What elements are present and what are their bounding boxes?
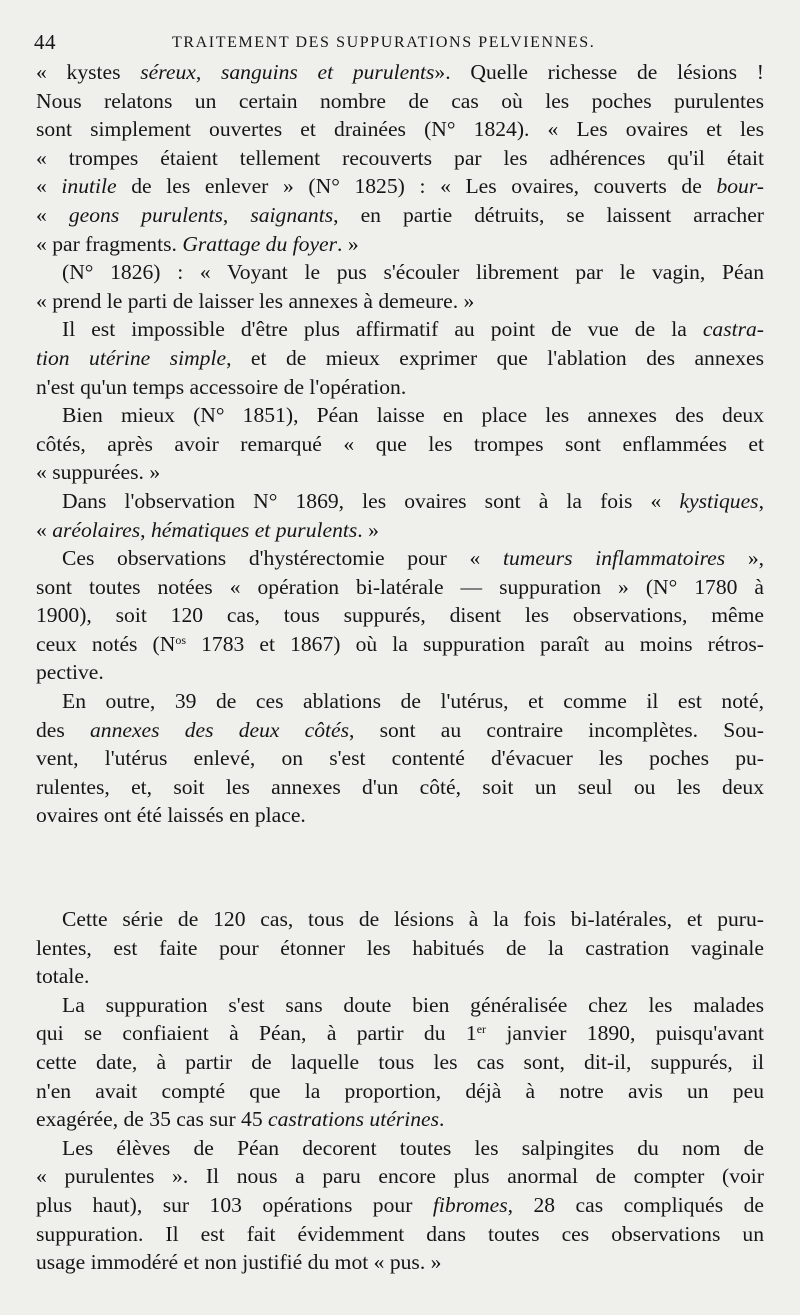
page-number: 44 [34,30,56,54]
text-run: janvier 1890, puisqu'avant [486,1021,764,1046]
text-run: Nous relatons un certain nombre de cas où les poches purulentes [36,88,764,113]
text-line [36,991,764,1020]
text-line [36,801,764,830]
text-run: sont toutes notées « opération bi-latérale — suppuration » (N° 1780 à [36,574,764,599]
text-run: , [222,202,251,227]
text-line [36,315,764,344]
text-line [36,115,764,144]
text-line [36,144,764,173]
text-run: 1900), soit 120 cas, tous suppurés, disent les observations, même [36,603,764,628]
text-run: Dans l'observation N° 1869, les ovaires sont à la fois « [62,488,680,513]
text-line [36,1048,764,1077]
text-run: Il est impossible d'être plus affirmatif au point de vue de la [62,317,703,342]
italic-phrase: kystiques [679,488,759,513]
italic-phrase: Grattage du foyer [182,231,338,256]
text-line [36,1162,764,1191]
text-line [36,687,764,716]
text-run: Cette série de 120 cas, tous de lésions à la fois bi-latérales, et puru- [62,907,764,931]
text-run: de les enlever » (N° 1825) : « Les ovaires, couverts de [116,174,717,199]
text-line [36,344,764,373]
text-run: « suppurées. » [36,460,161,485]
italic-phrase: castrations utérines [268,1107,439,1132]
text-run: (N° 1826) : « Voyant le pus s'écouler librement par le vagin, Péan [62,260,764,285]
text-run: exagérée, de 35 cas sur 45 [36,1107,269,1132]
text-run: cette date, à partir de laquelle tous les cas sont, dit-il, suppurés, il [36,1049,764,1074]
italic-phrase: hématiques et purulents [150,517,358,542]
italic-phrase: bour- [716,174,764,199]
text-run: . » [337,231,359,256]
text-line [36,1105,764,1134]
text-run: qui se confiaient à Péan, à partir du 1 [36,1021,477,1046]
text-run: des [36,717,90,742]
text-run: . » [357,517,379,542]
text-run: lentes, est faite pour étonner les habitués de la castration vaginale [36,935,764,960]
text-run: Bien mieux (N° 1851), Péan laisse en place les annexes des deux [62,403,764,428]
text-line [36,744,764,773]
text-run: « prend le parti de laisser les annexes à demeure. » [36,288,475,313]
text-run: usage immodéré et non justifié du mot « pus. » [36,1250,442,1275]
page-header [34,30,774,56]
text-line [36,773,764,802]
body-text-second-section [36,905,764,1277]
text-run: pective. [36,660,104,685]
text-run: « par fragments. [36,231,183,256]
text-line [36,258,764,287]
italic-phrase: tumeurs inflammatoires [502,546,726,571]
italic-phrase: annexes des deux côtés [89,717,350,742]
text-line [36,87,764,116]
text-run: totale. [36,964,90,989]
text-line [36,172,764,201]
italic-phrase: tion utérine simple [36,345,227,370]
italic-phrase: séreux, sanguins et purulents [140,60,435,84]
text-run: , [140,517,151,542]
text-line [36,230,764,259]
text-run: rulentes, et, soit les annexes d'un côté, soit un seul ou les deux [36,774,764,799]
text-run: n'en avait compté que la proportion, déjà à notre avis un peu [36,1078,764,1103]
text-line [36,373,764,402]
italic-phrase: saignants [250,202,334,227]
text-run: , et de mieux exprimer que l'ablation des annexes [226,345,764,370]
text-run: n'est qu'un temps accessoire de l'opération. [36,374,407,399]
text-run: ». Quelle richesse de lésions ! [434,60,764,84]
text-run: En outre, 39 de ces ablations de l'utérus, et comme il est noté, [62,689,764,714]
italic-phrase: castra- [702,317,764,342]
text-line [36,287,764,316]
text-run: ceux notés (N [36,631,176,656]
text-run: vent, l'utérus enlevé, on s'est contenté d'évacuer les poches pu- [36,746,764,771]
text-line [36,1191,764,1220]
text-line [36,430,764,459]
text-run: . [438,1107,445,1132]
body-text-first-section [36,58,764,830]
running-title: TRAITEMENT DES SUPPURATIONS PELVIENNES. [172,34,596,51]
text-line [36,716,764,745]
text-run: , [758,488,764,513]
text-run: « [36,202,69,227]
text-run: « purulentes ». Il nous a paru encore plus anormal de compter (voir [36,1164,764,1189]
text-run: « [36,517,53,542]
text-line [36,201,764,230]
text-run: « trompes étaient tellement recouverts par les adhérences qu'il était [36,145,764,170]
text-run: ovaires ont été laissés en place. [36,803,306,828]
italic-phrase: aréolaires [52,517,141,542]
text-run: plus haut), sur 103 opérations pour [36,1192,433,1217]
superscript: er [476,1022,487,1037]
text-line [36,544,764,573]
text-run: « kystes [36,60,141,84]
text-run: , en partie détruits, se laissent arracher [333,202,765,227]
text-line [36,573,764,602]
text-line [36,1134,764,1163]
italic-phrase: fibromes [432,1192,508,1217]
text-line [36,487,764,516]
text-run: suppuration. Il est fait évidemment dans toutes ces observations un [36,1221,764,1246]
text-line [36,1248,764,1277]
text-line [36,1077,764,1106]
text-line [36,58,764,87]
text-line [36,934,764,963]
text-run: côtés, après avoir remarqué « que les trompes sont enflammées et [36,431,764,456]
text-run: », [725,546,765,571]
italic-phrase: inutile [61,174,117,199]
text-line [36,962,764,991]
italic-phrase: geons purulents [68,202,223,227]
text-line [36,401,764,430]
text-line [36,630,764,659]
text-line [36,458,764,487]
text-run: Ces observations d'hystérectomie pour « [62,546,503,571]
text-line [36,658,764,687]
text-run: , 28 cas compliqués de [507,1192,764,1217]
text-run: « [36,174,62,199]
text-line [36,516,764,545]
text-run: , sont au contraire incomplètes. Sou- [349,717,764,742]
text-run: La suppuration s'est sans doute bien généralisée chez les malades [62,992,764,1017]
superscript: os [175,632,187,647]
text-run: Les élèves de Péan decorent toutes les salpingites du nom de [62,1135,764,1160]
text-run: 1783 et 1867) où la suppuration paraît au moins rétros- [186,631,764,656]
text-line [36,601,764,630]
text-line [36,1019,764,1048]
text-line [36,905,764,934]
text-run: sont simplement ouvertes et drainées (N° 1824). « Les ovaires et les [36,117,764,142]
text-line [36,1220,764,1249]
